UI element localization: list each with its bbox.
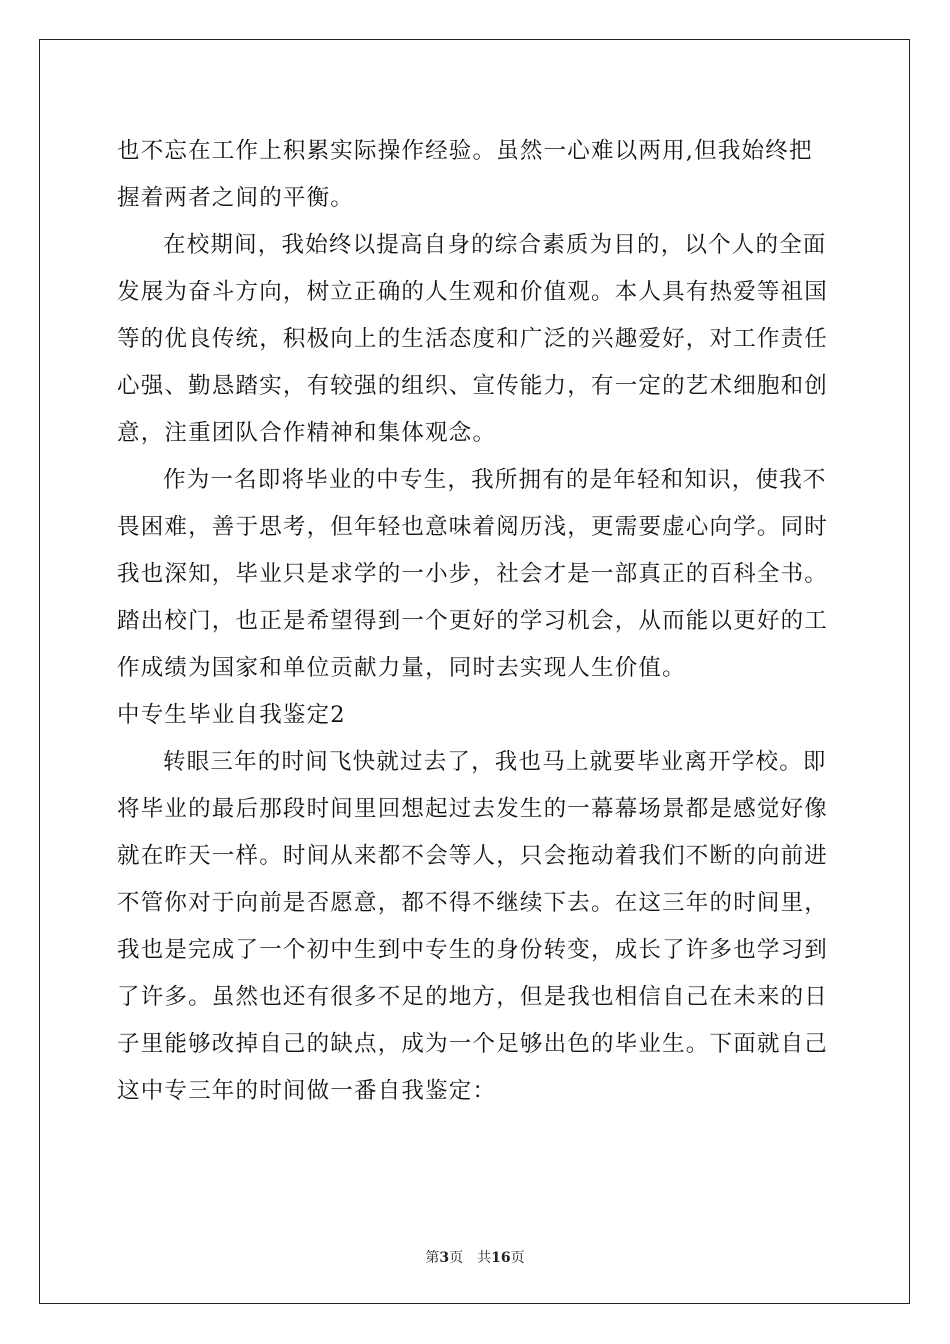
footer-total-prefix: 共 xyxy=(477,1250,492,1266)
paragraph xyxy=(117,739,833,1115)
footer-total-pages: 16 xyxy=(491,1250,511,1266)
text-line: 作为一名即将毕业的中专生，我所拥有的是年轻和知识，使我不 xyxy=(163,467,827,493)
document-body xyxy=(117,128,833,1115)
text-line: 等的优良传统，积极向上的生活态度和广泛的兴趣爱好，对工作责任 xyxy=(117,326,829,352)
text-line: 转眼三年的时间飞快就过去了，我也马上就要毕业离开学校。即 xyxy=(163,749,827,775)
footer-page-suffix: 页 xyxy=(449,1250,464,1266)
paragraph xyxy=(117,457,833,692)
text-line: 子里能够改掉自己的缺点，成为一个足够出色的毕业生。下面就自己 xyxy=(117,1031,829,1057)
text-line: 我也是完成了一个初中生到中专生的身份转变，成长了许多也学习到 xyxy=(117,937,829,963)
section-heading xyxy=(117,692,833,739)
text-line: 将毕业的最后那段时间里回想起过去发生的一幕幕场景都是感觉好像 xyxy=(117,796,829,822)
footer-total-suffix: 页 xyxy=(510,1250,525,1266)
paragraph xyxy=(117,128,833,222)
text-line: 也不忘在工作上积累实际操作经验。虽然一心难以两用,但我始终把 xyxy=(117,138,813,164)
text-line: 握着两者之间的平衡。 xyxy=(117,185,355,211)
text-line: 我也深知，毕业只是求学的一小步，社会才是一部真正的百科全书。 xyxy=(117,561,829,587)
text-line: 了许多。虽然也还有很多不足的地方，但是我也相信自己在未来的日 xyxy=(117,984,829,1010)
text-line: 中专生毕业自我鉴定2 xyxy=(117,702,346,728)
text-line: 发展为奋斗方向，树立正确的人生观和价值观。本人具有热爱等祖国 xyxy=(117,279,829,305)
text-line: 就在昨天一样。时间从来都不会等人，只会拖动着我们不断的向前进 xyxy=(117,843,829,869)
text-line: 在校期间，我始终以提高自身的综合素质为目的，以个人的全面 xyxy=(163,232,827,258)
text-line: 畏困难，善于思考，但年轻也意味着阅历浅，更需要虚心向学。同时 xyxy=(117,514,829,540)
text-line: 作成绩为国家和单位贡献力量，同时去实现人生价值。 xyxy=(117,655,686,681)
footer-page-number: 3 xyxy=(439,1250,450,1266)
footer-prefix: 第 xyxy=(425,1250,440,1266)
text-line: 这中专三年的时间做一番自我鉴定： xyxy=(117,1078,497,1104)
page-footer xyxy=(0,1247,950,1267)
text-line: 心强、勤恳踏实，有较强的组织、宣传能力，有一定的艺术细胞和创 xyxy=(117,373,829,399)
text-line: 不管你对于向前是否愿意，都不得不继续下去。在这三年的时间里， xyxy=(117,890,829,916)
text-line: 踏出校门，也正是希望得到一个更好的学习机会，从而能以更好的工 xyxy=(117,608,829,634)
text-line: 意，注重团队合作精神和集体观念。 xyxy=(117,420,497,446)
paragraph xyxy=(117,222,833,457)
